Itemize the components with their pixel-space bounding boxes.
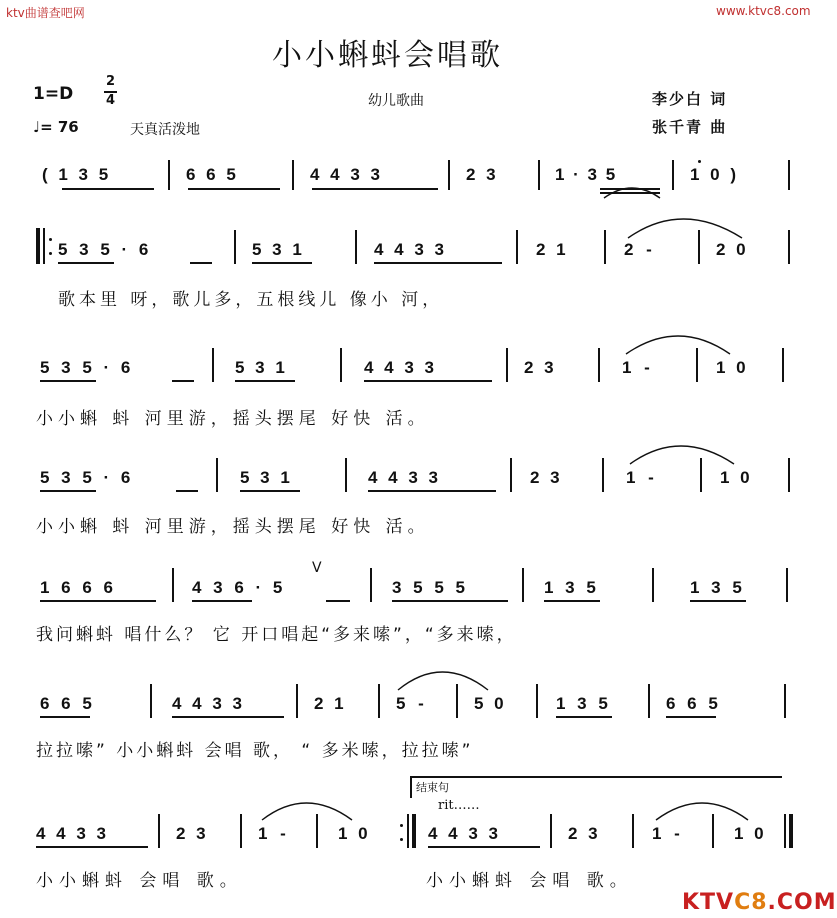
song-title: 小小蝌蚪会唱歌 bbox=[272, 38, 503, 73]
logo-part: .COM bbox=[767, 890, 837, 915]
barline bbox=[510, 458, 512, 492]
line6-measure-8: 1 0 bbox=[734, 824, 764, 843]
high-octave-dot bbox=[698, 160, 701, 163]
line5-measure-6: 1 3 5 bbox=[556, 694, 608, 713]
barline bbox=[672, 160, 674, 190]
barline bbox=[158, 814, 160, 848]
tie bbox=[626, 336, 730, 354]
beam bbox=[176, 490, 198, 492]
line6-measure-7: 1 - bbox=[652, 824, 680, 843]
line1-measure-2: 5 3 1 bbox=[252, 240, 302, 259]
line2-measure-5: 1 - bbox=[622, 358, 650, 377]
line6-lyrics-b: 小小蝌蚪 会唱 歌。 bbox=[426, 871, 633, 891]
line5-measure-7: 6 6 5 bbox=[666, 694, 718, 713]
beam bbox=[190, 262, 212, 264]
line3-measure-4: 2 3 bbox=[530, 468, 560, 487]
line5-measure-4: 5 - bbox=[396, 694, 424, 713]
line5-measure-3: 2 1 bbox=[314, 694, 344, 713]
barline bbox=[296, 684, 298, 718]
barline bbox=[538, 160, 540, 190]
beam bbox=[40, 716, 90, 718]
intro-measure-5: 1 · 3 5 bbox=[555, 165, 616, 184]
site-watermark-left: ktv曲谱查吧网 bbox=[6, 6, 85, 20]
barline bbox=[456, 684, 458, 718]
barline bbox=[782, 348, 784, 382]
line3-measure-6: 1 0 bbox=[720, 468, 750, 487]
beam bbox=[364, 380, 492, 382]
line1-measure-1: 5 3 5 · 6 bbox=[58, 240, 149, 259]
line4-measure-2: 4 3 6 · 5 bbox=[192, 578, 283, 597]
repeat-dot bbox=[49, 238, 52, 241]
site-logo-watermark bbox=[682, 890, 837, 915]
line5-lyrics: 拉拉嗦” 小小蝌蚪 会唱 歌， “ 多米嗦，拉拉嗦” bbox=[36, 741, 474, 761]
beam bbox=[192, 600, 252, 602]
barline bbox=[786, 568, 788, 602]
barline bbox=[784, 684, 786, 718]
line6-lyrics-a: 小小蝌蚪 会唱 歌。 bbox=[36, 871, 243, 891]
beam bbox=[252, 262, 312, 264]
beam bbox=[600, 192, 660, 194]
line2-lyrics: 小小蝌 蚪 河里游，摇头摆尾 好快 活。 bbox=[36, 409, 430, 429]
beam bbox=[188, 188, 280, 190]
barline bbox=[316, 814, 318, 848]
barline bbox=[448, 160, 450, 190]
barline bbox=[602, 458, 604, 492]
line6-measure-5: 4 4 3 3 bbox=[428, 824, 498, 843]
line4-measure-4: 1 3 5 bbox=[544, 578, 596, 597]
repeat-dot bbox=[400, 824, 403, 827]
lyricist-credit: 李少白 词 bbox=[652, 90, 728, 108]
barline bbox=[216, 458, 218, 492]
line2-measure-2: 5 3 1 bbox=[235, 358, 285, 377]
logo-part: KTV bbox=[682, 890, 735, 915]
beam bbox=[428, 846, 540, 848]
barline bbox=[550, 814, 552, 848]
line4-measure-3: 3 5 5 5 bbox=[392, 578, 465, 597]
barline bbox=[698, 230, 700, 264]
intro-measure-6: 1 0 ) bbox=[690, 165, 737, 184]
barline bbox=[43, 228, 45, 264]
line6-measure-1: 4 4 3 3 bbox=[36, 824, 106, 843]
line3-lyrics: 小小蝌 蚪 河里游，摇头摆尾 好快 活。 bbox=[36, 517, 430, 537]
barline bbox=[652, 568, 654, 602]
barline bbox=[370, 568, 372, 602]
line5-measure-1: 6 6 5 bbox=[40, 694, 92, 713]
beam bbox=[600, 188, 660, 190]
time-signature-top: 2 bbox=[106, 74, 116, 89]
line3-measure-2: 5 3 1 bbox=[240, 468, 290, 487]
line2-measure-6: 1 0 bbox=[716, 358, 746, 377]
barline bbox=[604, 230, 606, 264]
barline bbox=[168, 160, 170, 190]
beam bbox=[235, 380, 295, 382]
barline bbox=[378, 684, 380, 718]
barline bbox=[516, 230, 518, 264]
barline bbox=[632, 814, 634, 848]
barline bbox=[506, 348, 508, 382]
barline bbox=[240, 814, 242, 848]
beam bbox=[58, 262, 114, 264]
line1-measure-3: 4 4 3 3 bbox=[374, 240, 444, 259]
repeat-start-barline bbox=[36, 228, 40, 264]
barline bbox=[784, 814, 786, 848]
barline bbox=[345, 458, 347, 492]
expression-marking: 天真活泼地 bbox=[130, 122, 200, 138]
line5-measure-5: 5 0 bbox=[474, 694, 504, 713]
barline bbox=[788, 160, 790, 190]
line6-measure-4: 1 0 bbox=[338, 824, 368, 843]
intro-measure-3: 4 4 3 3 bbox=[310, 165, 380, 184]
beam bbox=[666, 716, 716, 718]
barline bbox=[292, 160, 294, 190]
beam bbox=[36, 846, 148, 848]
genre-label: 幼儿歌曲 bbox=[368, 93, 424, 109]
barline bbox=[648, 684, 650, 718]
ritardando-mark: rit…… bbox=[438, 798, 480, 813]
line4-measure-5: 1 3 5 bbox=[690, 578, 742, 597]
intro-measure-2: 6 6 5 bbox=[186, 165, 236, 184]
tie bbox=[628, 219, 742, 238]
line6-measure-3: 1 - bbox=[258, 824, 286, 843]
barline bbox=[536, 684, 538, 718]
final-barline bbox=[789, 814, 793, 848]
barline bbox=[172, 568, 174, 602]
beam bbox=[40, 600, 156, 602]
repeat-dot bbox=[400, 838, 403, 841]
barline bbox=[696, 348, 698, 382]
beam bbox=[40, 380, 96, 382]
beam bbox=[240, 490, 300, 492]
line1-measure-4: 2 1 bbox=[536, 240, 566, 259]
beam bbox=[690, 600, 746, 602]
barline bbox=[700, 458, 702, 492]
intro-measure-4: 2 3 bbox=[466, 165, 496, 184]
barline bbox=[340, 348, 342, 382]
beam bbox=[312, 188, 438, 190]
beam bbox=[556, 716, 612, 718]
barline bbox=[788, 458, 790, 492]
line3-measure-3: 4 4 3 3 bbox=[368, 468, 438, 487]
repeat-end-barline bbox=[412, 814, 416, 848]
line6-measure-2: 2 3 bbox=[176, 824, 206, 843]
repeat-dot bbox=[49, 252, 52, 255]
barline bbox=[150, 684, 152, 718]
beam bbox=[544, 600, 600, 602]
ending-bracket bbox=[410, 776, 782, 778]
beam bbox=[326, 600, 350, 602]
line5-measure-2: 4 4 3 3 bbox=[172, 694, 242, 713]
line3-measure-1: 5 3 5 · 6 bbox=[40, 468, 131, 487]
tie bbox=[630, 446, 734, 464]
beam bbox=[172, 716, 284, 718]
breath-mark: V bbox=[312, 560, 322, 576]
line4-measure-1: 1 6 6 6 bbox=[40, 578, 113, 597]
logo-part: C8 bbox=[734, 890, 768, 915]
barline bbox=[788, 230, 790, 264]
beam bbox=[62, 188, 154, 190]
line2-measure-1: 5 3 5 · 6 bbox=[40, 358, 131, 377]
line4-lyrics: 我问蝌蚪 唱什么？ 它 开口唱起“多来嗦”，“多来嗦， bbox=[36, 625, 517, 645]
intro-measure-1: ( 1 3 5 bbox=[42, 165, 109, 184]
key-signature: 1=D bbox=[33, 84, 74, 104]
time-signature-bottom: 4 bbox=[106, 93, 116, 108]
barline bbox=[355, 230, 357, 264]
ending-bracket-side bbox=[410, 776, 412, 798]
composer-credit: 张千青 曲 bbox=[652, 118, 728, 136]
line1-measure-5: 2 - bbox=[624, 240, 652, 259]
beam bbox=[172, 380, 194, 382]
barline bbox=[712, 814, 714, 848]
barline bbox=[212, 348, 214, 382]
line1-lyrics: 歌本里 呀，歌儿多，五根线儿 像小 河， bbox=[58, 290, 444, 310]
beam bbox=[40, 490, 96, 492]
line2-measure-3: 4 4 3 3 bbox=[364, 358, 434, 377]
site-watermark-right: www.ktvc8.com bbox=[716, 4, 811, 18]
line6-measure-6: 2 3 bbox=[568, 824, 598, 843]
line1-measure-6: 2 0 bbox=[716, 240, 746, 259]
tie bbox=[262, 803, 352, 820]
tempo-marking: ♩= 76 bbox=[33, 118, 79, 136]
barline bbox=[234, 230, 236, 264]
barline bbox=[407, 814, 409, 848]
tie bbox=[398, 672, 488, 690]
line3-measure-5: 1 - bbox=[626, 468, 654, 487]
tie bbox=[656, 803, 748, 820]
beam bbox=[392, 600, 508, 602]
line2-measure-4: 2 3 bbox=[524, 358, 554, 377]
beam bbox=[368, 490, 496, 492]
ending-label: 结束句 bbox=[416, 781, 449, 794]
beam bbox=[374, 262, 502, 264]
barline bbox=[598, 348, 600, 382]
barline bbox=[522, 568, 524, 602]
